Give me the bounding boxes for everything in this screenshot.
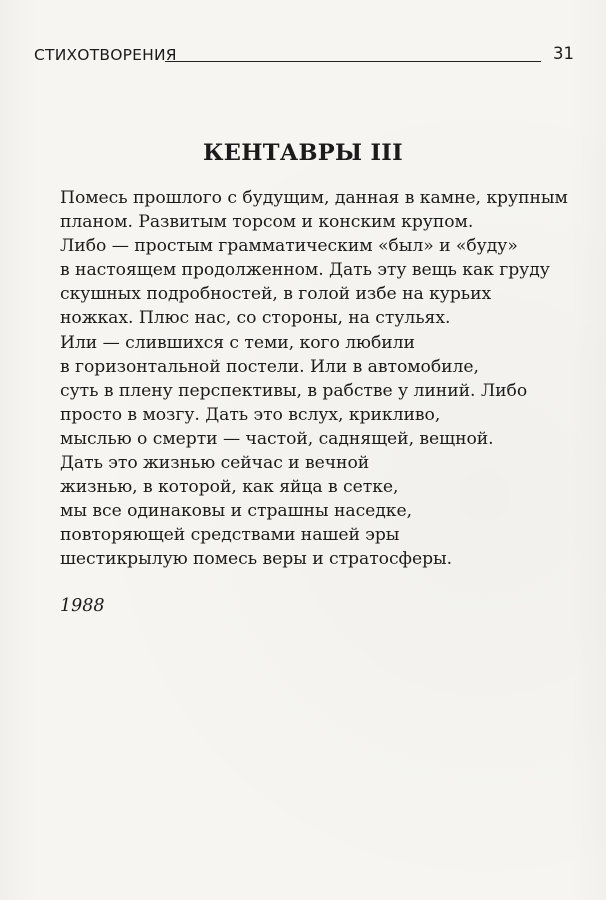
poem-line: в настоящем продолженном. Дать эту вещь как груду [60,260,550,281]
poem-line: суть в плену перспективы, в рабстве у линий. Либо [60,380,528,401]
poem-line: в горизонтальной постели. Или в автомобиле, [60,356,479,377]
poem-title: КЕНТАВРЫ III [203,140,403,166]
header-rule [165,61,541,62]
poem-line: повторяющей средствами нашей эры [60,525,400,546]
poem-body [60,186,580,572]
poem-line: мыслью о смерти — частой, саднящей, вещной. [60,428,494,449]
poem-line: жизнью, в которой, как яйца в сетке, [60,477,399,498]
poem-line: мы все одинаковы и страшны наседке, [60,501,413,522]
poem-line: просто в мозгу. Дать это вслух, крикливо, [60,404,441,425]
page-number: 31 [553,44,574,63]
poem-line: Либо — простым грамматическим «был» и «буду» [60,236,518,257]
poem-line: планом. Развитым торсом и конским крупом. [60,212,474,233]
poem-line: скушных подробностей, в голой избе на курьих [60,284,492,305]
poem-line: ножках. Плюс нас, со стороны, на стульях. [60,308,451,329]
poem-line: Помесь прошлого с будущим, данная в камне, крупным [60,188,568,208]
running-head [34,44,574,68]
poem-date: 1988 [60,596,105,616]
poem-line: Дать это жизнью сейчас и вечной [60,453,370,474]
poem-line: Или — слившихся с теми, кого любили [60,332,415,353]
section-name: СТИХОТВОРЕНИЯ [34,46,177,64]
poem-line: шестикрылую помесь веры и стратосферы. [60,549,453,570]
